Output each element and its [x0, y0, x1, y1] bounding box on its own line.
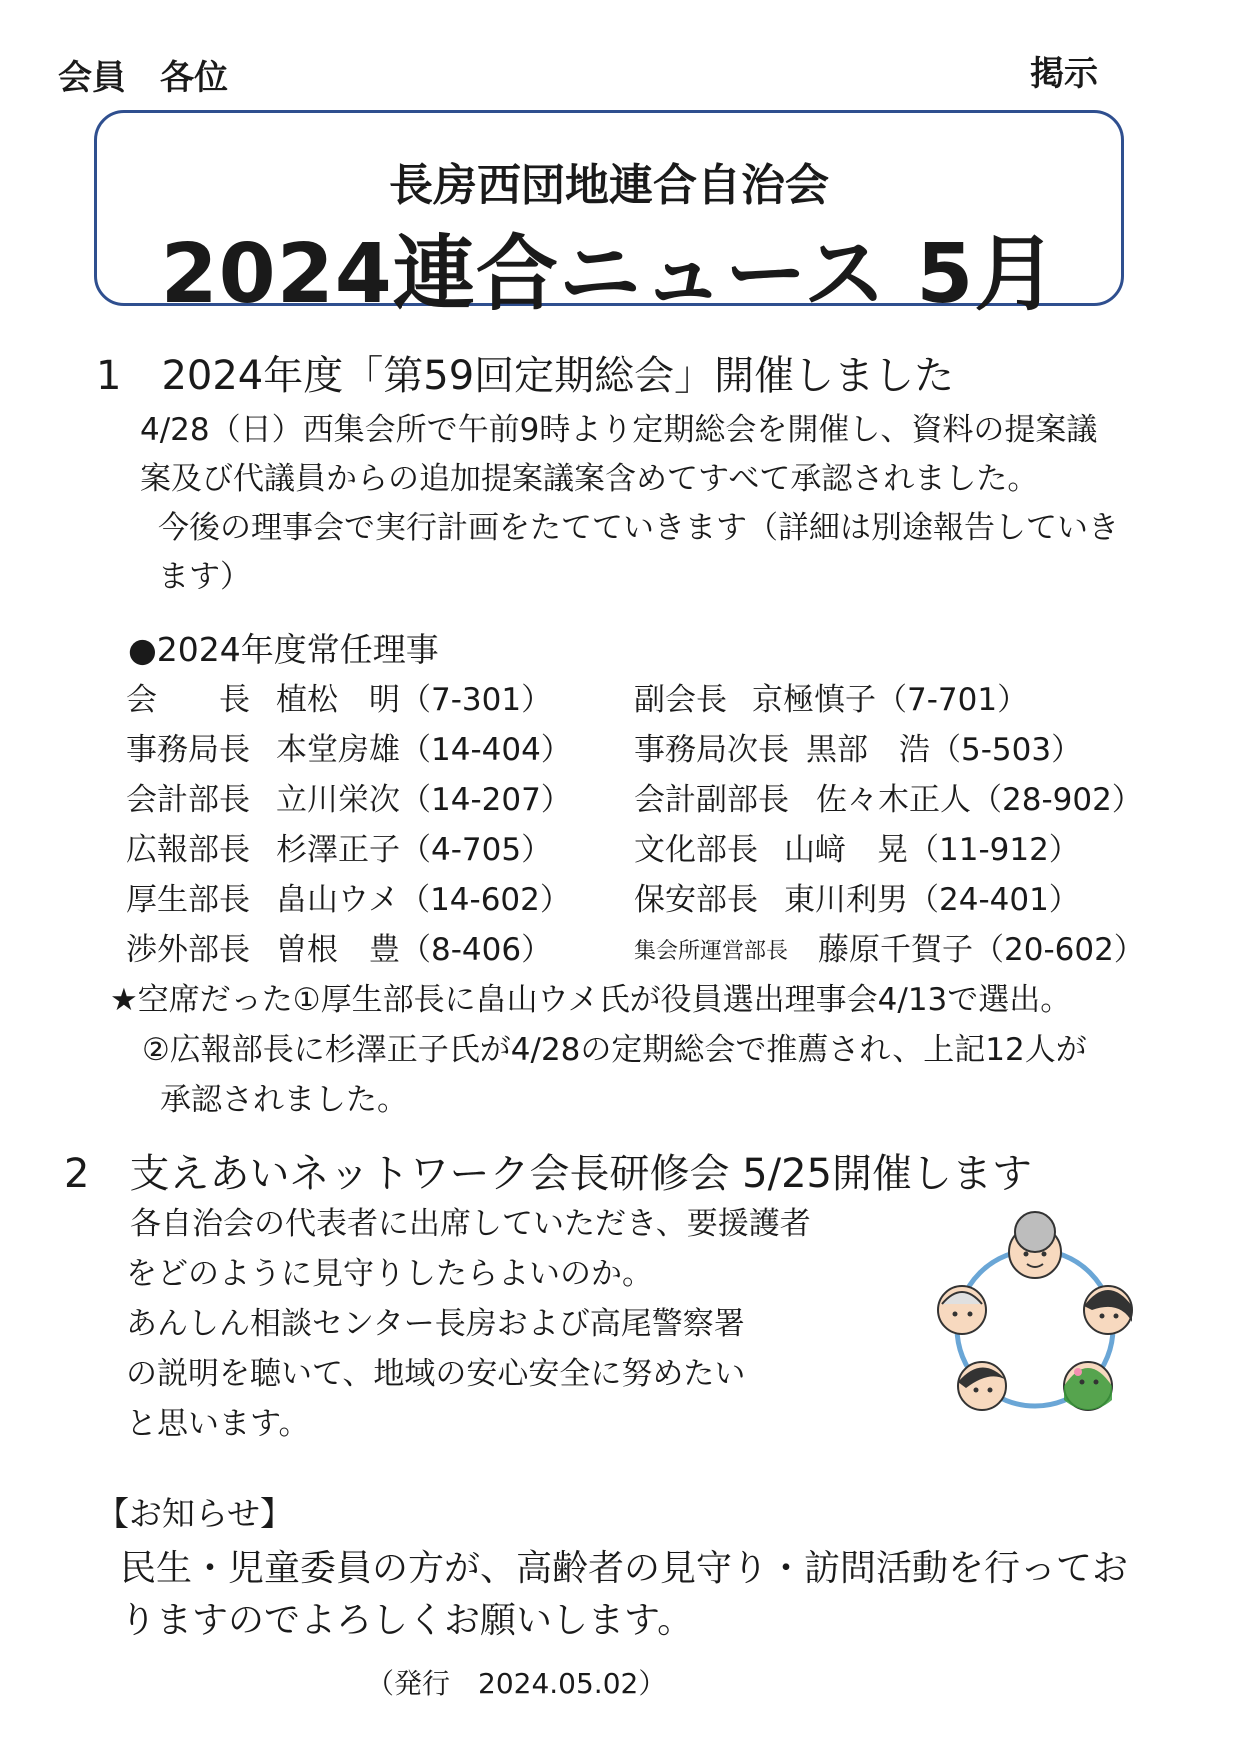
officer-role: 会計部長: [126, 782, 250, 818]
section-2-line: 各自治会の代表者に出席していただき、要援護者: [130, 1206, 811, 1242]
officer-role: 副会長: [634, 682, 727, 718]
section-1-line: ます）: [158, 559, 251, 595]
officer-name: 藤原千賀子（20-602）: [818, 932, 1145, 968]
officer-role: 事務局長: [126, 732, 250, 768]
section-1-line: 今後の理事会で実行計画をたてていきます（詳細は別途報告していき: [158, 510, 1119, 546]
notice-line: 民生・児童委員の方が、高齢者の見守り・訪問活動を行ってお: [120, 1548, 1129, 1589]
posting-label: 掲示: [1030, 54, 1098, 94]
officer-name: 東川利男（24-401）: [784, 882, 1080, 918]
newsletter-title: 2024連合ニュース 5月: [160, 227, 1058, 322]
notice-line: りますのでよろしくお願いします。: [120, 1600, 694, 1641]
election-note: 承認されました。: [160, 1082, 408, 1118]
officer-name: 本堂房雄（14-404）: [276, 732, 572, 768]
organization-name: 長房西団地連合自治会: [389, 160, 829, 211]
officer-role: 事務局次長: [634, 732, 789, 768]
section-2-line: と思います。: [126, 1406, 310, 1442]
section-1-line: 4/28（日）西集会所で午前9時より定期総会を開催し、資料の提案議: [140, 412, 1098, 448]
officer-name: 立川栄次（14-207）: [276, 782, 572, 818]
officer-name: 畠山ウメ（14-602）: [276, 882, 571, 918]
election-note: ★空席だった①厚生部長に畠山ウメ氏が役員選出理事会4/13で選出。: [110, 982, 1072, 1018]
election-note: ②広報部長に杉澤正子氏が4/28の定期総会で推薦され、上記12人が: [142, 1032, 1087, 1068]
officers-heading: ●2024年度常任理事: [128, 630, 439, 669]
officer-role: 会 長: [126, 682, 250, 718]
officer-name: 佐々木正人（28-902）: [816, 782, 1143, 818]
officer-name: 黒部 浩（5-503）: [806, 732, 1083, 768]
officer-name: 曽根 豊（8-406）: [276, 932, 553, 968]
officer-role: 集会所運営部長: [634, 939, 789, 964]
section-2-line: あんしん相談センター長房および高尾警察署: [126, 1306, 745, 1342]
officer-role: 会計副部長: [634, 782, 789, 818]
officer-name: 杉澤正子（4-705）: [276, 832, 553, 868]
officer-role: 保安部長: [634, 882, 758, 918]
addressee: 会員 各位: [58, 58, 228, 98]
officer-role: 厚生部長: [126, 882, 250, 918]
officer-name: 京極慎子（7-701）: [752, 682, 1029, 718]
section-2-line: をどのように見守りしたらよいのか。: [126, 1256, 653, 1292]
section-2-line: の説明を聴いて、地域の安心安全に努めたい: [126, 1356, 746, 1392]
section-1-line: 案及び代議員からの追加提案議案含めてすべて承認されました。: [140, 461, 1039, 497]
officer-name: 山﨑 晃（11-912）: [784, 832, 1080, 868]
section-2-heading: 2 支えあいネットワーク会長研修会 5/25開催します: [64, 1151, 1032, 1197]
section-1-heading: 1 2024年度「第59回定期総会」開催しました: [96, 353, 955, 399]
officer-role: 広報部長: [126, 832, 250, 868]
officer-role: 文化部長: [634, 832, 758, 868]
officer-role: 渉外部長: [126, 932, 250, 968]
notice-heading: 【お知らせ】: [96, 1494, 294, 1533]
title-banner: [94, 110, 1124, 322]
officer-name: 植松 明（7-301）: [276, 682, 553, 718]
people-circle-illustration: [920, 1210, 1150, 1440]
issue-date: （発行 2024.05.02）: [366, 1667, 667, 1700]
